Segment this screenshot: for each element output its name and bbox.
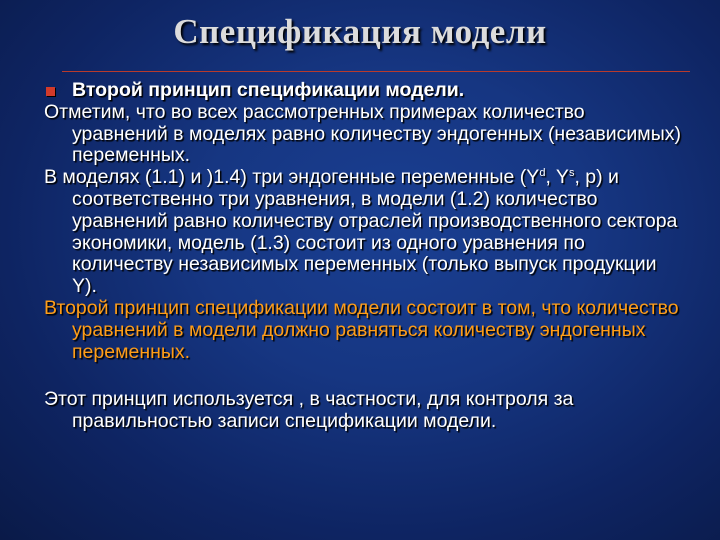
paragraph-4: Этот принцип используется , в частности, для контроля за правильностью записи спецификации модели. [44, 388, 574, 433]
paragraph-1: Отметим, что во всех рассмотренных примерах количество уравнений в моделях равно количеству эндогенных (независимых) переменных. [44, 100, 681, 167]
slide-body [44, 80, 684, 433]
section-heading: Второй принцип спецификации модели. [72, 79, 465, 101]
superscript-s: s [568, 167, 575, 180]
square-bullet-icon [46, 87, 55, 96]
slide-title: Спецификация модели [173, 12, 547, 51]
paragraph-2-part-2: , Y [545, 166, 569, 189]
highlighted-principle: Второй принцип спецификации модели состоит в том, что количество уравнений в модели должно равняться количеству эндогенных переменных. [44, 296, 679, 363]
paragraph-2-part-3: , p) и соответственно три уравнения, в модели (1.2) количество уравнений равно количеству отраслей производственного сектора экономики, модель (1.3) состоит из одного уравнения по количеству независимых переменных (только выпуск продукции Y). [72, 166, 678, 298]
paragraph-2 [44, 167, 684, 298]
title-divider [62, 71, 690, 72]
heading-item [44, 80, 684, 102]
paragraph-2-part-1: В моделях (1.1) и )1.4) три эндогенные переменные (Y [44, 166, 540, 189]
paragraph-spacer [44, 363, 684, 389]
superscript-d: d [539, 167, 546, 180]
